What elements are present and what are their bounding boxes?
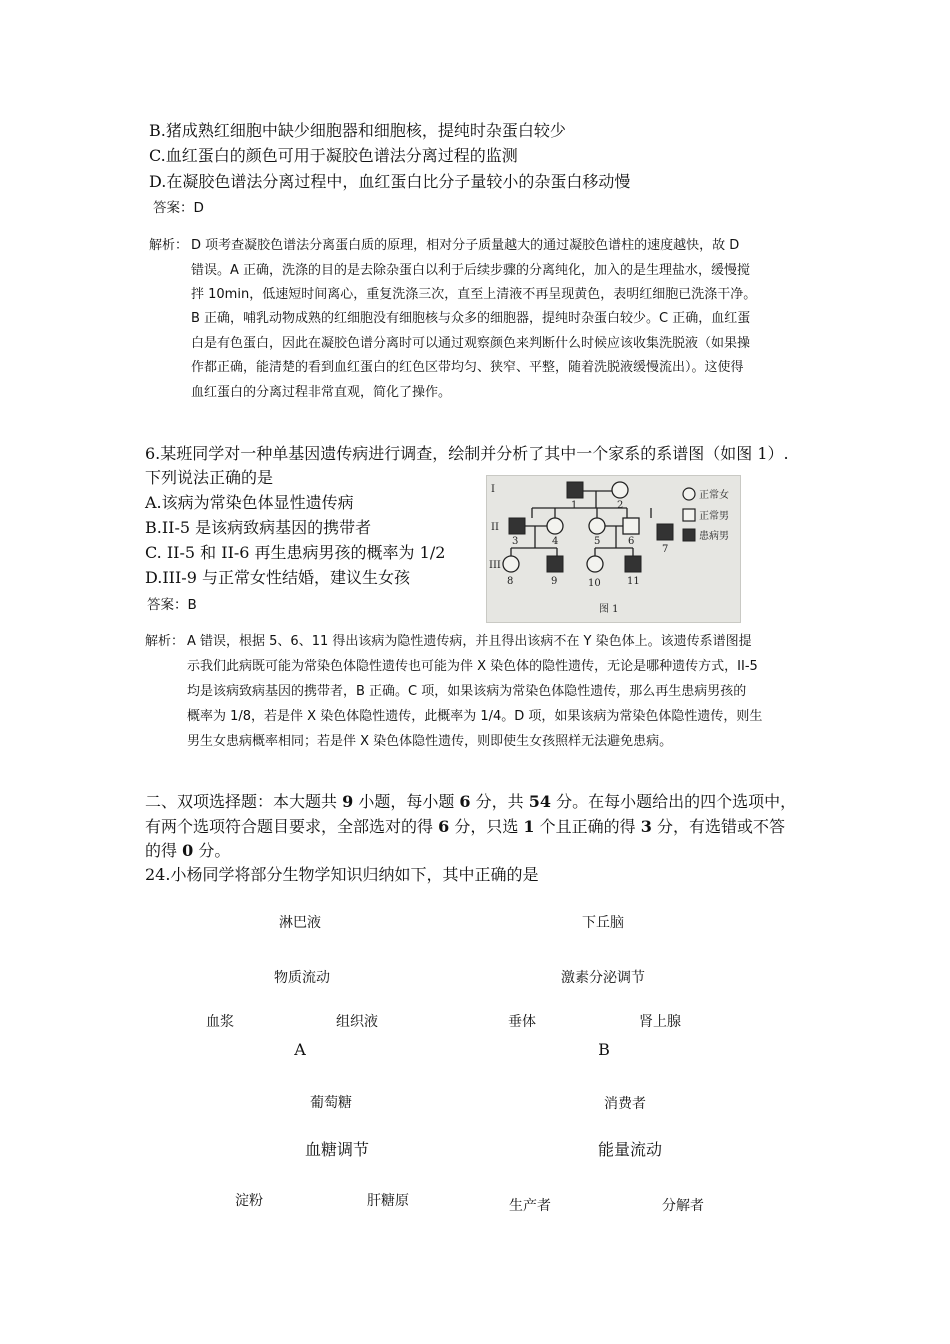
individual-4 (547, 518, 563, 534)
explanation-line: 男生女患病概率相同；若是伴 X 染色体隐性遗传，则即使生女孩照样无法避免患病。 (187, 734, 673, 749)
individual-number: 2 (617, 500, 624, 511)
diagram-c-center: 血糖调节 (304, 1140, 369, 1159)
individual-8 (503, 556, 519, 572)
explanation-line: 作都正确，能清楚的看到血红蛋白的红色区带均匀、狭窄、平整，随着洗脱液缓慢流出）。这使得 (191, 360, 744, 375)
explanation-line: 均是该病致病基因的携带者，B 正确。C 项，如果该病为常染色体隐性遗传，那么再生患病男孩的 (187, 684, 747, 699)
option-c: C. II-5 和 II-6 再生患病男孩的概率为 1/2 (145, 543, 446, 562)
diagram-b-left: 垂体 (508, 1014, 536, 1030)
legend-label: 正常男 (699, 511, 729, 522)
diagram-a-right: 组织液 (336, 1014, 378, 1030)
generation-label: II (491, 522, 499, 533)
generation-label: III (489, 560, 501, 571)
diagram-a-top: 淋巴液 (279, 915, 321, 931)
individual-2 (612, 482, 628, 498)
explanation-line: A 错误，根据 5、6、11 得出该病为隐性遗传病，并且得出该病不在 Y 染色体上。该遗传系谱图提 (187, 634, 752, 649)
individual-3 (509, 518, 525, 534)
section-2-line: 的得 0 分。 (145, 841, 231, 860)
option-b: B.II-5 是该病致病基因的携带者 (145, 518, 372, 537)
diagram-d-top: 消费者 (604, 1096, 646, 1112)
individual-number: 7 (662, 544, 669, 555)
diagram-a-letter: A (294, 1040, 306, 1059)
question-6-stem: 6.某班同学对一种单基因遗传病进行调查，绘制并分析了其中一个家系的系谱图（如图 1）. (145, 444, 789, 463)
diagram-a-left: 血浆 (206, 1014, 234, 1030)
legend-label: 患病男 (699, 531, 729, 542)
explanation-line: 概率为 1/8，若是伴 X 染色体隐性遗传，此概率为 1/4。D 项，如果该病为常染色体隐性遗传，则生 (187, 709, 763, 724)
option-c: C.血红蛋白的颜色可用于凝胶色谱法分离过程的监测 (149, 146, 518, 165)
explanation-line: 错误。A 正确，洗涤的目的是去除杂蛋白以利于后续步骤的分离纯化，加入的是生理盐水，缓慢搅 (191, 263, 751, 278)
answer-q23: 答案：D (153, 200, 204, 216)
diagram-c-top: 葡萄糖 (310, 1095, 352, 1111)
answer-q6: 答案：B (147, 597, 197, 613)
diagram-d-center: 能量流动 (597, 1140, 662, 1159)
option-b: B.猪成熟红细胞中缺少细胞器和细胞核，提纯时杂蛋白较少 (149, 121, 566, 140)
legend-female-icon (683, 488, 695, 500)
individual-7 (657, 524, 673, 540)
pedigree-diagram (487, 476, 740, 622)
individual-number: 5 (594, 536, 601, 547)
individual-number: 1 (571, 500, 578, 511)
diagram-d-right: 分解者 (662, 1198, 704, 1214)
pedigree-figure (486, 475, 741, 623)
explanation-prefix-q23: 解析： (149, 238, 189, 253)
diagram-b-center: 激素分泌调节 (561, 970, 645, 986)
individual-9 (547, 556, 563, 572)
explanation-line: 拌 10min，低速短时间离心，重复洗涤三次，直至上清液不再呈现黄色，表明红细胞已洗涤干净。 (191, 287, 757, 302)
figure-caption: 图 1 (599, 604, 619, 615)
individual-number: 11 (627, 576, 640, 587)
explanation-prefix-q6: 解析： (145, 634, 185, 649)
question-6-stem: 下列说法正确的是 (145, 468, 274, 487)
legend-label: 正常女 (699, 490, 729, 501)
individual-11 (625, 556, 641, 572)
individual-number: 3 (512, 536, 519, 547)
diagram-c-left: 淀粉 (235, 1193, 263, 1209)
individual-number: 10 (588, 578, 601, 589)
individual-6 (623, 518, 639, 534)
section-2-line: 二、双项选择题：本大题共 9 小题，每小题 6 分，共 54 分。在每小题给出的四个选项中， (145, 792, 797, 811)
diagram-c-right: 肝糖原 (367, 1193, 409, 1209)
legend-male-icon (683, 509, 695, 521)
individual-number: 8 (507, 576, 514, 587)
individual-5 (589, 518, 605, 534)
individual-10 (587, 556, 603, 572)
explanation-line: B 正确，哺乳动物成熟的红细胞没有细胞核与众多的细胞器，提纯时杂蛋白较少。C 正确，血红蛋 (191, 311, 751, 326)
individual-1 (567, 482, 583, 498)
diagram-b-top: 下丘脑 (582, 915, 624, 931)
individual-number: 6 (628, 536, 635, 547)
generation-label: I (491, 484, 495, 495)
explanation-line: 示我们此病既可能为常染色体隐性遗传也可能为伴 X 染色体的隐性遗传，无论是哪种遗传方式，II-5 (187, 659, 758, 674)
question-24-stem: 24.小杨同学将部分生物学知识归纳如下，其中正确的是 (145, 865, 539, 884)
diagram-a-center: 物质流动 (274, 970, 330, 986)
explanation-line: 血红蛋白的分离过程非常直观，简化了操作。 (191, 385, 452, 400)
option-a: A.该病为常染色体显性遗传病 (145, 493, 354, 512)
explanation-line: 白是有色蛋白，因此在凝胶色谱分离时可以通过观察颜色来判断什么时候应该收集洗脱液（如果操 (191, 336, 751, 351)
individual-number: 9 (551, 576, 558, 587)
diagram-d-left: 生产者 (509, 1198, 551, 1214)
option-d: D.在凝胶色谱法分离过程中，血红蛋白比分子量较小的杂蛋白移动慢 (149, 172, 631, 191)
legend-affected-icon (683, 529, 695, 541)
explanation-line: D 项考查凝胶色谱法分离蛋白质的原理，相对分子质量越大的通过凝胶色谱柱的速度越快，故 D (191, 238, 740, 253)
section-2-line: 有两个选项符合题目要求，全部选对的得 6 分，只选 1 个且正确的得 3 分，有选错或不答 (145, 817, 785, 836)
diagram-b-right: 肾上腺 (639, 1014, 681, 1030)
option-d: D.III-9 与正常女性结婚，建议生女孩 (145, 568, 410, 587)
individual-number: 4 (552, 536, 559, 547)
diagram-b-letter: B (598, 1040, 610, 1059)
